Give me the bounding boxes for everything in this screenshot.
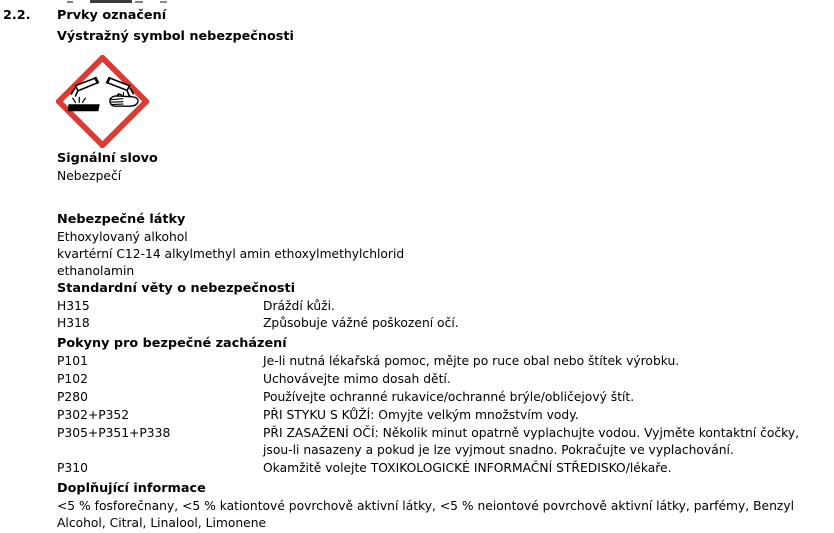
precaution-text: Okamžitě volejte TOXIKOLOGICKÉ INFORMAČNÍ STŘEDISKO/lékaře.	[263, 461, 672, 475]
precaution-code: P305+P351+P338	[57, 426, 171, 440]
hazard-text: Způsobuje vážné poškození očí.	[263, 316, 459, 330]
clipped-text-artifact	[160, 1, 167, 3]
section-number: 2.2.	[3, 8, 31, 23]
clipped-text-artifact	[135, 1, 143, 3]
supplemental-info-text: <5 % fosforečnany, <5 % kationtové povrchově aktivní látky, <5 % neiontové povrchově aktivní látky, parfémy, Benzyl Alcohol, Citral, Linalool, Limonene	[57, 499, 795, 530]
pictogram-heading: Výstražný symbol nebezpečnosti	[57, 29, 294, 44]
precautionary-statement-row	[57, 425, 828, 459]
precautionary-statements-heading: Pokyny pro bezpečné zacházení	[57, 336, 287, 351]
precaution-code: P101	[57, 354, 88, 368]
precaution-text: PŘI STYKU S KŮŽÍ: Omyjte velkým množstvím vody.	[263, 408, 579, 422]
section-title: Prvky označení	[57, 8, 167, 23]
precaution-text: Uchovávejte mimo dosah dětí.	[263, 372, 451, 386]
substance-item: Ethoxylovaný alkohol	[57, 230, 188, 244]
precautionary-statement-row	[57, 407, 828, 424]
precaution-code: P310	[57, 461, 88, 475]
clipped-text-artifact	[90, 0, 132, 3]
substance-item: ethanolamin	[57, 264, 135, 278]
hazard-statements-heading: Standardní věty o nebezpečnosti	[57, 281, 296, 296]
hazard-statement-row	[57, 298, 828, 315]
precaution-text: Je-li nutná lékařská pomoc, mějte po ruce obal nebo štítek výrobku.	[263, 354, 680, 368]
dangerous-substances-heading: Nebezpečné látky	[57, 212, 186, 227]
hazard-code: H315	[57, 299, 90, 313]
clipped-text-artifact	[67, 1, 73, 3]
precaution-code: P302+P352	[57, 408, 130, 422]
precaution-text: Používejte ochranné rukavice/ochranné brýle/obličejový štít.	[263, 390, 635, 404]
precautionary-statement-row	[57, 460, 828, 477]
dangerous-substances-list	[57, 229, 404, 280]
signal-word-value: Nebezpečí	[57, 169, 122, 183]
signal-word-heading: Signální slovo	[57, 151, 158, 166]
supplemental-info-heading: Doplňující informace	[57, 481, 206, 496]
hazard-code: H318	[57, 316, 90, 330]
hazard-statement-row	[57, 315, 828, 332]
corrosion-pictogram-icon	[56, 55, 149, 148]
hazard-text: Dráždí kůži.	[263, 299, 335, 313]
precautionary-statement-row	[57, 389, 828, 406]
substance-item: kvartérní C12-14 alkylmethyl amin ethoxylmethylchlorid	[57, 247, 405, 261]
precautionary-statement-row	[57, 353, 828, 370]
precaution-code: P102	[57, 372, 88, 386]
precautionary-statement-row	[57, 371, 828, 388]
precaution-code: P280	[57, 390, 88, 404]
precaution-text: PŘI ZASAŽENÍ OČÍ: Několik minut opatrně vyplachujte vodou. Vyjměte kontaktní čočky, jsou-li nasazeny a pokud je lze vyjmout snadno. Pokračujte ve vyplachování.	[263, 426, 800, 457]
